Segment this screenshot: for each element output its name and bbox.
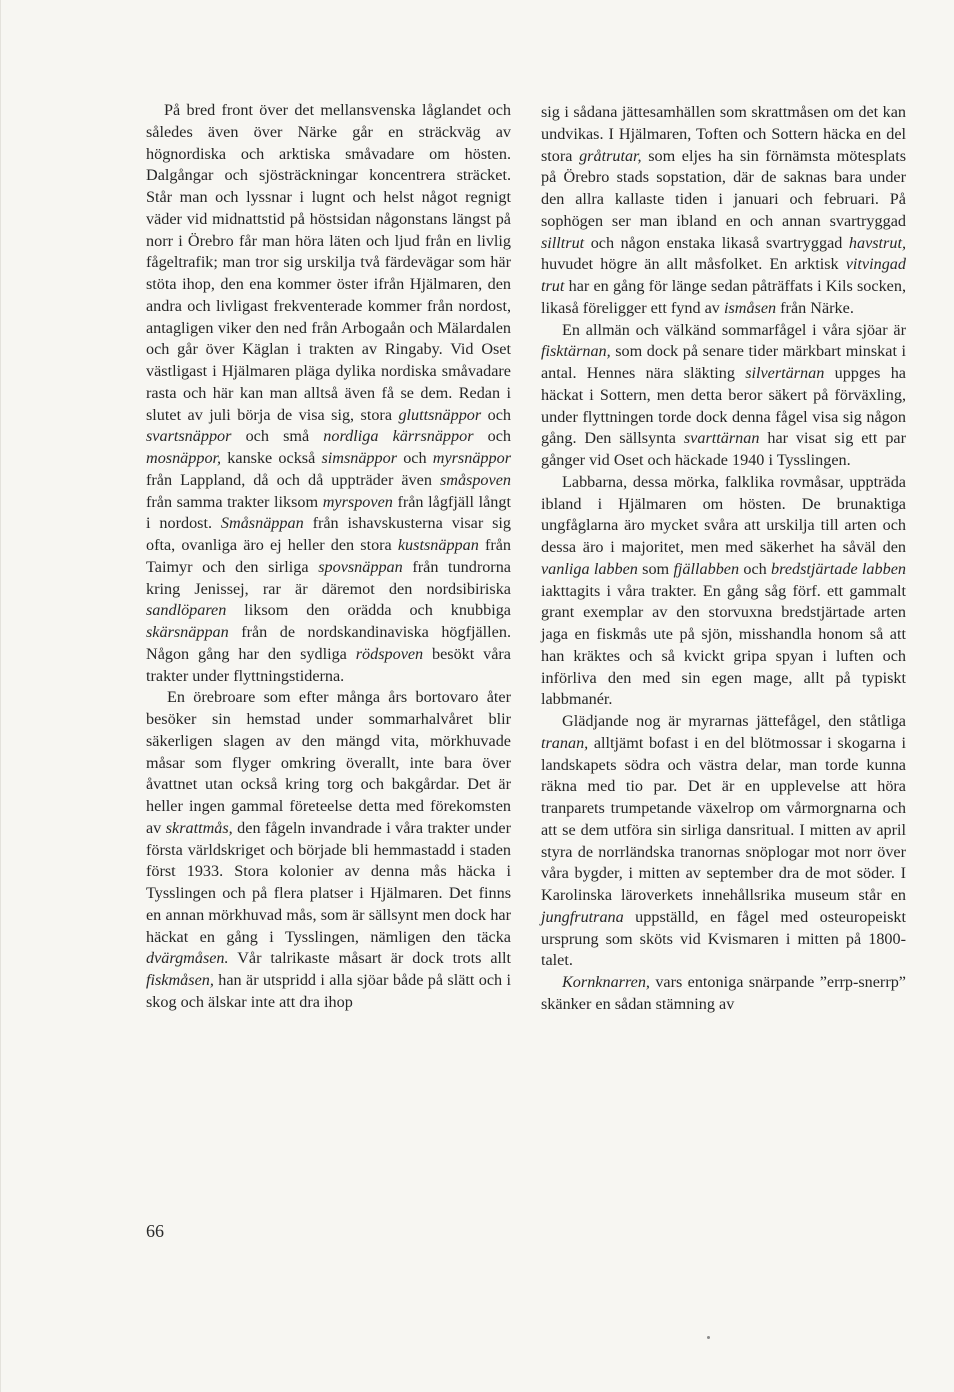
- text-run: och små: [231, 427, 324, 446]
- italic-species-name: nordliga kärrsnäppor: [323, 427, 474, 446]
- paragraph: [541, 972, 906, 1016]
- paragraph: [541, 320, 906, 472]
- italic-species-name: kustsnäppan: [397, 536, 479, 554]
- text-run: och: [397, 449, 433, 467]
- italic-species-name: bredstjärtade labben: [771, 559, 906, 578]
- page-number: 66: [146, 1221, 164, 1241]
- italic-species-name: tranan,: [541, 733, 589, 752]
- text-run: som dock på senare tider märkbart minskat i antal. Hennes nära släkting: [541, 342, 906, 382]
- print-speck: [707, 1336, 710, 1339]
- italic-species-name: skrattmås,: [165, 818, 233, 837]
- italic-species-name: fjällabben: [673, 559, 740, 578]
- text-run: En allmän och välkänd sommarfågel i våra sjöar är: [562, 320, 906, 339]
- paragraph: [146, 687, 511, 1013]
- text-run: från Lappland, då och då uppträder även: [146, 470, 440, 489]
- italic-species-name: spovsnäppan: [318, 557, 403, 576]
- text-run: den fågeln invandrade i våra trakter under första världskriget och började bli hemmastadd i staden först 1933. Stora kolonier av denna mås häcka i Tysslingen och på flera platser i Hjälmaren. Det finns en annan mörkhuvad mås, som är sällsynt men dock har häckat en gång i Tysslingen, nämligen den täcka: [146, 818, 511, 946]
- text-run: Labbarna, dessa mörka, falklika rovmåsar, uppträda ibland i Hjälmaren om hösten. De brunaktiga ungfåglarna äro mycket svåra att urskilja till arten och dessa äro i majoritet, men med säkerhet ha såväl den: [541, 472, 906, 556]
- paragraph: [541, 102, 906, 320]
- italic-species-name: gråtrutar,: [579, 146, 642, 165]
- text-run: från Taimyr och den sirliga: [146, 536, 511, 576]
- text-run: från samma trakter liksom: [146, 492, 323, 511]
- paragraph: [541, 711, 906, 972]
- italic-species-name: rödspoven: [355, 644, 424, 663]
- text-run: och: [473, 427, 512, 446]
- text-run: Glädjande nog är myrarnas jättefågel, den ståtliga: [562, 712, 906, 730]
- paragraph: [146, 100, 511, 687]
- italic-species-name: svarttärnan: [683, 429, 760, 448]
- paragraph: [541, 472, 906, 711]
- italic-species-name: jungfrutrana: [541, 907, 624, 926]
- italic-species-name: gluttsnäppor: [398, 405, 482, 424]
- text-run: liksom den orädda och knubbiga: [226, 601, 511, 620]
- text-run: från Närke.: [776, 298, 854, 317]
- text-run: uppges ha häckat i Sottern, men detta beror säkert på förväxling, under flyttningen torde dock denna fågel visa sig någon gång. Den sällsynta: [541, 364, 906, 448]
- text-run: har en gång för länge sedan påträffats i Kils socken, likaså föreligger ett fynd av: [541, 277, 906, 317]
- italic-species-name: dvärgmåsen.: [146, 949, 229, 968]
- text-run: från ishavskusterna visar sig ofta, ovanliga äro ej heller den stora: [146, 514, 511, 554]
- italic-species-name: sandlöparen: [146, 601, 227, 620]
- text-run: uppställd, en fågel med osteuropeiskt ursprung som sköts vid Kvismaren i mitten på 1800-talet.: [541, 907, 906, 970]
- text-run: kanske också: [221, 449, 322, 467]
- left-column: [146, 100, 511, 1014]
- text-run: har visat sig ett par gånger vid Oset och häckade 1940 i Tysslingen.: [541, 429, 906, 469]
- text-run: En örebroare som efter många års bortovaro åter besöker sin hemstad under sommarhalvåret blir säkerligen slagen av den mängd vita, mörkhuvade måsar som flyger omkring överallt, inte bara över åvattnet utan också kring torg och bakgårdar. Det är heller ingen gammal företeelse detta med förekomsten av: [146, 688, 511, 837]
- text-run: som eljes ha sin förnämsta mötesplats på Örebro stads sopstation, där de saknas bara under den allra kallaste tiden i januari och februari. På sophögen ser man ibland en och annan svartryggad: [541, 146, 906, 230]
- italic-species-name: havstrut,: [848, 233, 906, 252]
- italic-species-name: skärsnäppan: [146, 623, 229, 641]
- text-run: från tundrorna kring Jenissej, rar är däremot den nordsibiriska: [146, 557, 511, 598]
- italic-species-name: ismåsen: [723, 298, 777, 317]
- italic-species-name: myrsnäppor: [432, 449, 511, 467]
- italic-species-name: småspoven: [439, 470, 511, 489]
- right-column: [541, 102, 906, 1016]
- text-run: från lågfjäll långt i nordost.: [146, 492, 511, 533]
- text-run: och: [481, 405, 512, 424]
- text-run: alltjämt bofast i en del blötmossar i skogarna i landskapets södra och västra delar, man torde kunna räkna med tio par. Det är en upplevelse att höra tranparets trumpetande växelrop om vårmorgnarna och att se dem utföra sin sirliga dansritual. I mitten av april styra de norrländska tranornas snöplogar mot norr över våra bygder, i mitten av september dra de mot söder. I Karolinska läroverkets innehållsrika museum står en: [541, 733, 906, 904]
- text-run: och: [739, 559, 772, 578]
- text-run: han är utspridd i alla sjöar både på slätt och i skog och älskar inte att dra ihop: [146, 971, 511, 1011]
- italic-species-name: mosnäppor,: [146, 449, 222, 467]
- text-run: På bred front över det mellansvenska låglandet och således även över Närke går en sträckväg av högnordiska och arktiska småvadare om hösten. Dalgångar och sjösträckningar koncentrera sträcket. Står man och lyssnar i lugnt och helst något regnigt väder vid midnattstid på höstsidan någonstans längst på norr i Örebro får man höra läten och ljud från en livlig fågeltrafik; man tror sig urskilja två färdevägar som här stöta ihop, den ena kommer öster ifrån Hjälmaren, den andra och livligast frekventerade kommer från nordost, antagligen viker den ned från Arbogaån och Mälardalen och går över Käglan i trakten av Ringaby. Vid Oset västligast i Hjälmaren pläga dylika nordiska småvadare rasta och här kan man alltså även få se dem. Redan i slutet av juli börja de visa sig, stora: [146, 101, 511, 424]
- italic-species-name: svartsnäppor: [146, 427, 232, 446]
- italic-species-name: silvertärnan: [745, 364, 825, 382]
- text-run: besökt våra trakter under flyttningstiderna.: [146, 644, 511, 685]
- text-run: huvudet högre än allt måsfolket. En arktisk: [541, 255, 846, 274]
- text-run: iakttagits i våra trakter. En gång såg förf. ett gammalt grant exemplar av den storvuxna bredstjärtade arten jaga en fiskmås ute på sjön, misshandla honom så att han kräktes och så kvickt gripa spyan i luften och införliva den med sin egen mage, allt på typiskt labbmanér.: [541, 581, 906, 709]
- italic-species-name: fiskmåsen,: [146, 971, 214, 989]
- italic-species-name: Småsnäppan: [220, 514, 304, 533]
- italic-species-name: Kornknarren,: [562, 973, 650, 991]
- text-run: som: [637, 559, 674, 578]
- text-run: sig i sådana jättesamhällen som skrattmåsen om det kan undvikas. I Hjälmaren, Toften och Sottern häcka en del stora: [541, 103, 906, 165]
- text-run: vars entoniga snärpande ”errp-snerrp” skänker en sådan stämning av: [541, 973, 906, 1013]
- italic-species-name: simsnäppor: [321, 449, 398, 467]
- text-run: från de nordskandinaviska högfjällen. Någon gång har den sydliga: [146, 623, 511, 663]
- text-run: Vår talrikaste måsart är dock trots allt: [228, 949, 511, 968]
- italic-species-name: silltrut: [541, 233, 585, 252]
- italic-species-name: myrspoven: [322, 492, 393, 511]
- italic-species-name: vanliga labben: [541, 559, 638, 578]
- text-run: och någon enstaka likaså svartryggad: [584, 233, 849, 252]
- italic-species-name: fisktärnan,: [541, 342, 611, 361]
- italic-species-name: vitvingad trut: [541, 255, 906, 295]
